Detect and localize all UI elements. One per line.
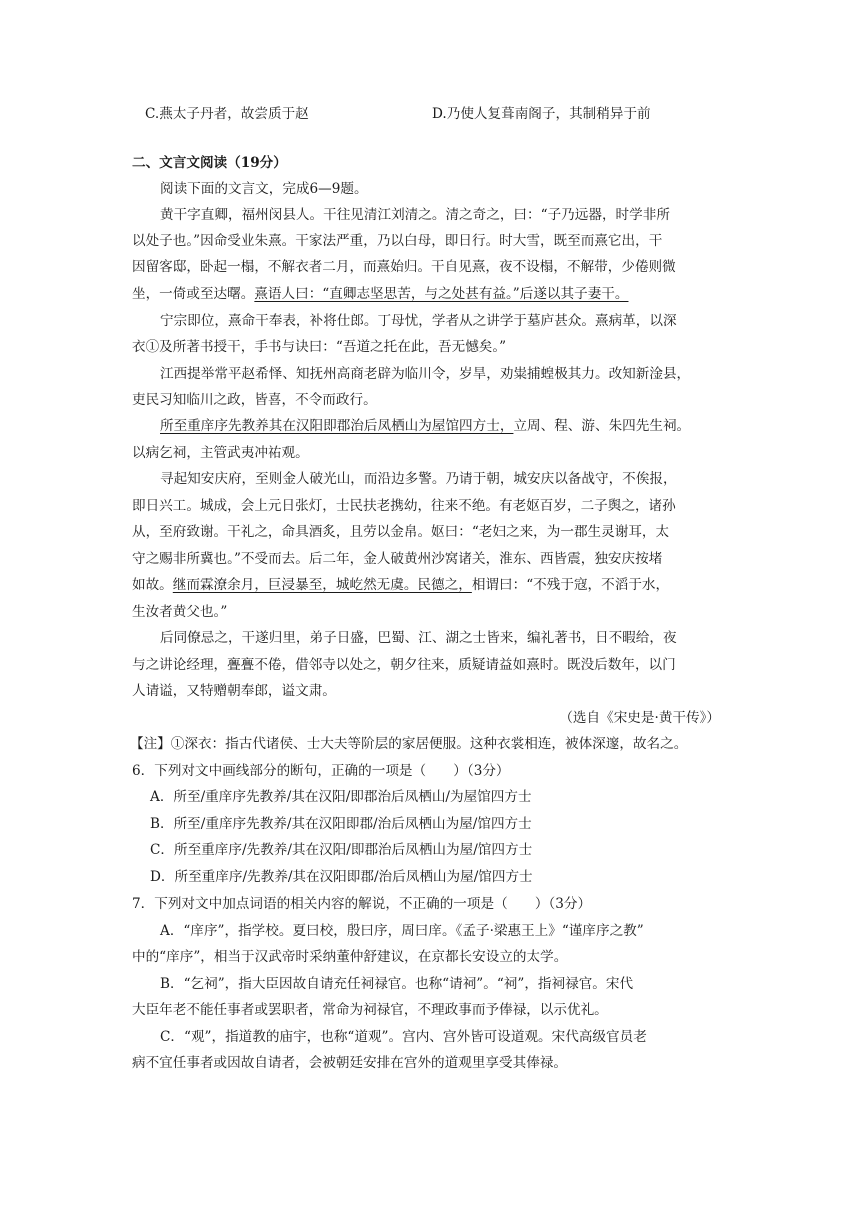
question-7-option-b-cont: 大臣年老不能任事者或罢职者，常命为祠禄官，不理政事而予俸禄，以示优礼。 [132, 1002, 608, 1018]
passage-line: 与之讲论经理，亹亹不倦，借邻寺以处之，朝夕往来，质疑请益如熹时。既没后数年，以门 [132, 657, 676, 673]
passage-text: 坐，一倚或至达曙。 [132, 286, 255, 302]
passage-line: 衣①及所著书授干，手书与诀曰：“吾道之托在此，吾无憾矣。” [132, 339, 507, 355]
passage-line: 即日兴工。城成，会上元日张灯，士民扶老携幼，往来不绝。有老妪百岁，二子舆之，诸孙 [132, 498, 676, 514]
passage-text: 立周、程、游、朱四先生祠。 [513, 418, 691, 434]
passage-line: 生汝者黄父也。” [132, 604, 228, 620]
passage-text: 如故。 [132, 577, 173, 593]
underlined-sentence: 所至重庠序先教养其在汉阳即郡治后凤栖山为屋馆四方士， [160, 418, 514, 434]
footnote: 【注】①深衣：指古代诸侯、士大夫等阶层的家居便服。这种衣裳相连，被体深邃，故名之。 [130, 736, 688, 752]
option-c-text: C.燕太子丹者，故尝质于赵 [145, 106, 309, 122]
question-7-option-a: A．“庠序”，指学校。夏曰校，殷曰序，周曰庠。《孟子·梁惠王上》“谨庠序之教” [160, 923, 644, 939]
question-7-stem: 7．下列对文中加点词语的相关内容的解说，不正确的一项是（ ）（3分） [132, 896, 592, 912]
passage-line: 以处子也。”因命受业朱熹。干家法严重，乃以白母，即日行。时大雪，既至而熹它出，干 [132, 233, 663, 249]
passage-source: （选自《宋史是·黄干传》） [559, 710, 720, 726]
question-7-option-b: B．“乞祠”，指大臣因故自请充任祠禄官。也称“请祠”。“祠”，指祠禄官。宋代 [160, 976, 634, 992]
question-6-option-b: B．所至/重庠序先教养/其在汉阳即郡/治后凤栖山为屋/馆四方士 [150, 816, 532, 832]
passage-line: 从，至府致谢。干礼之，命具酒炙，且劳以金帛。妪曰：“老妇之来，为一郡生灵谢耳，太 [132, 524, 670, 540]
passage-line [160, 416, 690, 436]
passage-line: 以病乞祠，主管武夷冲祐观。 [132, 445, 309, 461]
question-6-option-a: A．所至/重庠序先教养/其在汉阳/即郡治后凤栖山/为屋馆四方士 [150, 789, 532, 805]
passage-line: 后同僚忌之，干遂归里，弟子日盛，巴蜀、江、湖之士皆来，编礼著书，日不暇给，夜 [160, 630, 677, 646]
question-7-option-a-cont: 中的“庠序”，相当于汉武帝时采纳董仲舒建议，在京都长安设立的太学。 [132, 949, 568, 965]
passage-line: 宁宗即位，熹命干奉表，补将仕郎。丁母忧，学者从之讲学于墓庐甚众。熹病革，以深 [160, 313, 677, 329]
passage-line [132, 575, 669, 595]
question-7-option-c-cont: 病不宜任事者或因故自请者，会被朝廷安排在宫外的道观里享受其俸禄。 [132, 1055, 567, 1071]
passage-text: 相谓曰：“不残于寇，不滔于水， [471, 577, 670, 593]
question-6-option-d: D．所至重庠序/先教养/其在汉阳即郡/治后凤栖山为屋/馆四方士 [150, 869, 533, 885]
underlined-sentence: 继而霖潦余月，巨浸暴至，城屹然无虞。民德之， [172, 577, 472, 593]
passage-line: 因留客邸，卧起一榻，不解衣者二月，而熹始归。干自见熹，夜不设榻，不解带，少倦则微 [132, 259, 676, 275]
passage-line: 吏民习知临川之政，皆喜，不令而政行。 [132, 392, 377, 408]
question-6-stem: 6．下列对文中画线部分的断句，正确的一项是（ ）（3分） [132, 763, 510, 779]
question-6-option-c: C．所至重庠序/先教养/其在汉阳/即郡治后凤栖山为屋/馆四方士 [150, 842, 533, 858]
passage-line: 寻起知安庆府，至则金人破光山，而沿边多警。乃请于朝，城安庆以备战守，不俟报， [160, 471, 677, 487]
passage-line: 江西提举常平赵希怿、知抚州高商老辟为临川令，岁旱，劝粜捕蝗极其力。改知新淦县， [160, 366, 691, 382]
underlined-sentence: 熹语人曰：“直卿志坚思苦，与之处甚有益。”后遂以其子妻干。 [254, 286, 629, 302]
passage-line: 人请谥，又特赠朝奉郎，谥文肃。 [132, 683, 336, 699]
option-d-text: D.乃使人复葺南阁子，其制稍异于前 [432, 106, 651, 122]
passage-line: 守之赐非所冀也。”不受而去。后二年，金人破黄州沙窝诸关，淮东、西皆震，独安庆按堵 [132, 551, 663, 567]
section-instruction: 阅读下面的文言文，完成6—9题。 [160, 181, 368, 197]
question-7-option-c: C．“观”，指道教的庙宇，也称“道观”。宫内、宫外皆可设道观。宋代高级官员老 [160, 1029, 647, 1045]
passage-line: 黄干字直卿，福州闵县人。干往见清江刘清之。清之奇之，曰：“子乃远器，时学非所 [160, 207, 670, 223]
section-title: 二、文言文阅读（19分） [132, 155, 287, 171]
passage-line [132, 284, 628, 304]
